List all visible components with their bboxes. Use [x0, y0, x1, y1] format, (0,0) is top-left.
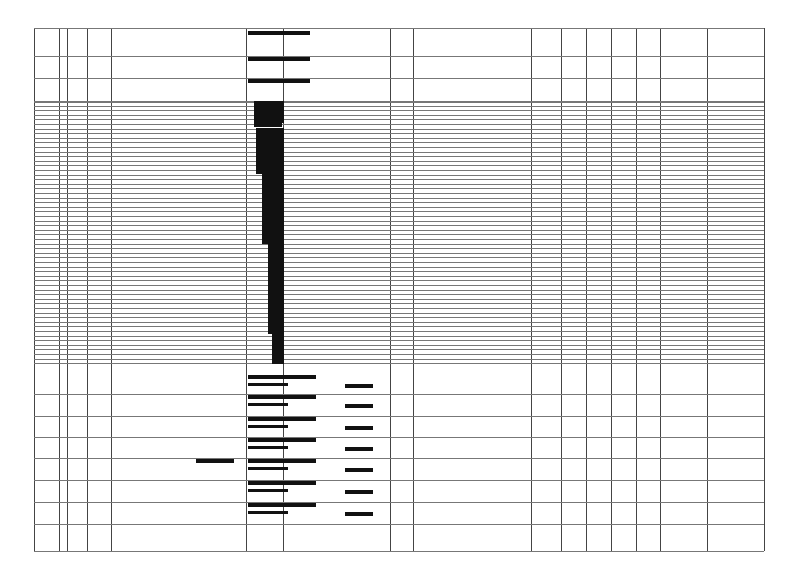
row-rule: [34, 253, 764, 254]
row-rule: [34, 28, 764, 29]
row-rule: [34, 331, 764, 332]
row-rule: [34, 234, 764, 235]
redaction-bar: [248, 31, 310, 35]
row-rule: [34, 317, 764, 318]
row-rule: [34, 147, 764, 148]
row-rule: [34, 202, 764, 203]
row-rule: [34, 322, 764, 323]
row-rule: [34, 363, 764, 364]
row-rule: [34, 138, 764, 139]
row-rule: [34, 480, 764, 481]
row-rule: [34, 193, 764, 194]
redaction-bar: [256, 128, 284, 174]
row-rule: [34, 294, 764, 295]
row-rule: [34, 345, 764, 346]
row-rule: [34, 308, 764, 309]
row-rule: [34, 216, 764, 217]
row-rule: [34, 394, 764, 395]
redaction-bar: [196, 459, 234, 463]
redaction-bar: [345, 512, 373, 516]
row-rule: [34, 502, 764, 503]
row-rule: [34, 290, 764, 291]
row-rule: [34, 221, 764, 222]
row-rule: [34, 458, 764, 459]
row-rule: [34, 211, 764, 212]
row-rule: [34, 106, 764, 107]
row-rule: [34, 416, 764, 417]
row-rule: [34, 170, 764, 171]
row-rule: [34, 78, 764, 79]
redaction-bar: [262, 174, 284, 244]
redaction-bar: [254, 123, 282, 127]
row-rule: [34, 285, 764, 286]
row-rule: [34, 165, 764, 166]
row-rule: [34, 119, 764, 120]
row-rule: [34, 230, 764, 231]
row-rule: [34, 152, 764, 153]
row-rule: [34, 156, 764, 157]
redaction-bar: [248, 57, 310, 61]
row-rule: [34, 336, 764, 337]
redaction-bar: [248, 438, 316, 442]
redaction-bar: [272, 334, 284, 364]
row-rule: [34, 102, 764, 103]
redaction-bar: [345, 384, 373, 388]
row-rule: [34, 175, 764, 176]
redaction-bar: [345, 426, 373, 430]
row-rule: [34, 359, 764, 360]
row-rule: [34, 276, 764, 277]
row-rule: [34, 124, 764, 125]
redaction-bar: [345, 404, 373, 408]
redaction-bar: [248, 481, 316, 485]
redaction-bar: [248, 511, 288, 514]
row-rule: [34, 248, 764, 249]
row-rule: [34, 133, 764, 134]
row-rule: [34, 184, 764, 185]
row-rule: [34, 179, 764, 180]
row-rule: [34, 56, 764, 57]
row-rule: [34, 129, 764, 130]
redaction-bar: [268, 244, 284, 334]
redaction-bar: [248, 503, 316, 507]
redaction-bar: [248, 446, 288, 449]
redaction-bar: [248, 395, 316, 399]
redaction-bar: [254, 101, 284, 123]
row-rule: [34, 551, 764, 552]
row-rule: [34, 110, 764, 111]
row-rule: [34, 101, 764, 102]
row-rule: [34, 280, 764, 281]
row-rule: [34, 239, 764, 240]
redaction-bar: [248, 375, 316, 379]
row-rule: [34, 299, 764, 300]
row-rule: [34, 340, 764, 341]
redaction-bar: [248, 417, 316, 421]
redaction-bar: [345, 468, 373, 472]
redaction-bar: [345, 447, 373, 451]
row-rule: [34, 349, 764, 350]
row-rule: [34, 267, 764, 268]
row-rule: [34, 115, 764, 116]
row-rule: [34, 303, 764, 304]
column-rule: [764, 28, 765, 551]
row-rule: [34, 142, 764, 143]
row-rule: [34, 262, 764, 263]
redaction-bar: [248, 489, 288, 492]
redaction-bar: [248, 425, 288, 428]
row-rule: [34, 207, 764, 208]
redaction-bar: [248, 383, 288, 386]
redaction-bar: [345, 490, 373, 494]
row-rule: [34, 326, 764, 327]
redaction-bar: [248, 403, 288, 406]
row-rule: [34, 257, 764, 258]
row-rule: [34, 225, 764, 226]
row-rule: [34, 188, 764, 189]
redaction-bar: [248, 459, 316, 463]
row-rule: [34, 271, 764, 272]
row-rule: [34, 244, 764, 245]
row-rule: [34, 313, 764, 314]
row-rule: [34, 437, 764, 438]
row-rule: [34, 354, 764, 355]
row-rule: [34, 161, 764, 162]
redaction-bar: [248, 467, 288, 470]
redaction-bar: [248, 79, 310, 83]
row-rule: [34, 198, 764, 199]
row-rule: [34, 524, 764, 525]
